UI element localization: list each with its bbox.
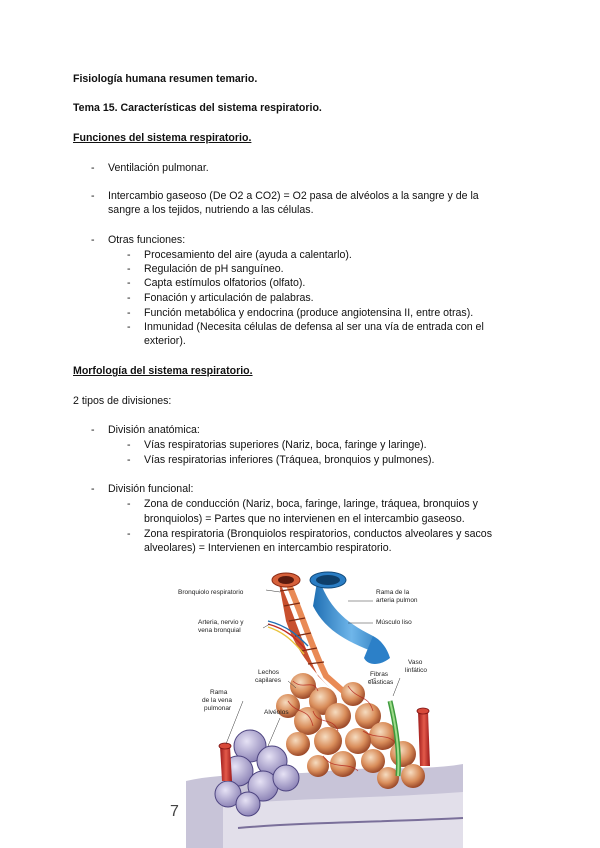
sub-list-item: Vías respiratorias superiores (Nariz, boca, faringe y laringe). [144, 439, 427, 451]
sub-list-item: Zona de conducción (Nariz, boca, faringe, laringe, tráquea, bronquios y [144, 498, 478, 510]
label-alveolos: Alvéolos [264, 709, 289, 716]
label-pulmonar: pulmonar [204, 705, 232, 712]
right-vessel [417, 708, 430, 766]
alveolar-clusters [276, 673, 425, 789]
list-item: Otras funciones: [108, 234, 186, 246]
label-de-la-vena: de la vena [202, 697, 232, 704]
list-item: División anatómica: [108, 424, 200, 436]
bullet-dash: - [91, 190, 95, 202]
label-musculo-liso: Músculo liso [376, 619, 412, 626]
list-item: Intercambio gaseoso (De O2 a CO2) = O2 pasa de alvéolos a la sangre y de la [108, 190, 479, 202]
sub-list-item: Función metabólica y endocrina (produce angiotensina II, entre otras). [144, 307, 474, 319]
sub-list-item: Fonación y articulación de palabras. [144, 292, 314, 304]
sub-bullet-dash: - [127, 263, 131, 275]
sub-list-item-continued: exterior). [144, 335, 186, 347]
label-lechos: Lechos [258, 669, 279, 676]
section-heading-functions: Funciones del sistema respiratorio. [73, 132, 252, 144]
sub-bullet-dash: - [127, 498, 131, 510]
label-vena-bronquial: vena bronquial [198, 627, 241, 634]
sub-bullet-dash: - [127, 321, 131, 333]
bullet-dash: - [91, 234, 95, 246]
sub-list-item: Procesamiento del aire (ayuda a calentarlo). [144, 249, 352, 261]
bullet-dash: - [91, 162, 95, 174]
sub-bullet-dash: - [127, 277, 131, 289]
label-arteria-nervio: Arteria, nervio y [198, 619, 244, 626]
respiratory-zone-illustration [168, 566, 463, 848]
label-linfatico: linfático [405, 667, 428, 674]
sub-list-item: Regulación de pH sanguíneo. [144, 263, 284, 275]
sub-list-item: Vías respiratorias inferiores (Tráquea, bronquios y pulmones). [144, 454, 435, 466]
pulmonary-artery-branch [310, 572, 390, 664]
sub-bullet-dash: - [127, 249, 131, 261]
sub-bullet-dash: - [127, 439, 131, 451]
sub-bullet-dash: - [127, 454, 131, 466]
label-bronquiolo: Bronquiolo respiratorio [178, 589, 244, 596]
topic-title: Tema 15. Características del sistema respiratorio. [73, 102, 322, 114]
label-vaso: Vaso [408, 659, 423, 666]
list-item: División funcional: [108, 483, 194, 495]
bullet-dash: - [91, 483, 95, 495]
sub-list-item-continued: bronquiolos) = Partes que no intervienen en el intercambio gaseoso. [144, 513, 465, 525]
paragraph-intro: 2 tipos de divisiones: [73, 395, 172, 407]
list-item: Ventilación pulmonar. [108, 162, 209, 174]
label-elasticas: elásticas [368, 679, 394, 686]
sub-list-item: Inmunidad (Necesita células de defensa al ser una vía de entrada con el [144, 321, 484, 333]
list-item-continued: sangre a los tejidos, nutriendo a las células. [108, 204, 314, 216]
sub-bullet-dash: - [127, 528, 131, 540]
pulmonary-vein-branch [219, 743, 232, 781]
sub-bullet-dash: - [127, 292, 131, 304]
sub-list-item: Zona respiratoria (Bronquiolos respiratorios, conductos alveolares y sacos [144, 528, 492, 540]
label-rama-arteria-2: arteria pulmon [376, 597, 418, 604]
sub-list-item-continued: alveolares) = Intervienen en intercambio respiratorio. [144, 542, 392, 554]
document-title: Fisiología humana resumen temario. [73, 73, 258, 85]
section-heading-morphology: Morfología del sistema respiratorio. [73, 365, 253, 377]
sub-list-item: Capta estímulos olfatorios (olfato). [144, 277, 306, 289]
label-capilares: capilares [255, 677, 282, 684]
label-rama-vena: Rama [210, 689, 228, 696]
label-rama-arteria: Rama de la [376, 589, 410, 596]
bullet-dash: - [91, 424, 95, 436]
label-fibras: Fibras [370, 671, 389, 678]
page-number-mark: 7 [170, 803, 179, 820]
sub-bullet-dash: - [127, 307, 131, 319]
